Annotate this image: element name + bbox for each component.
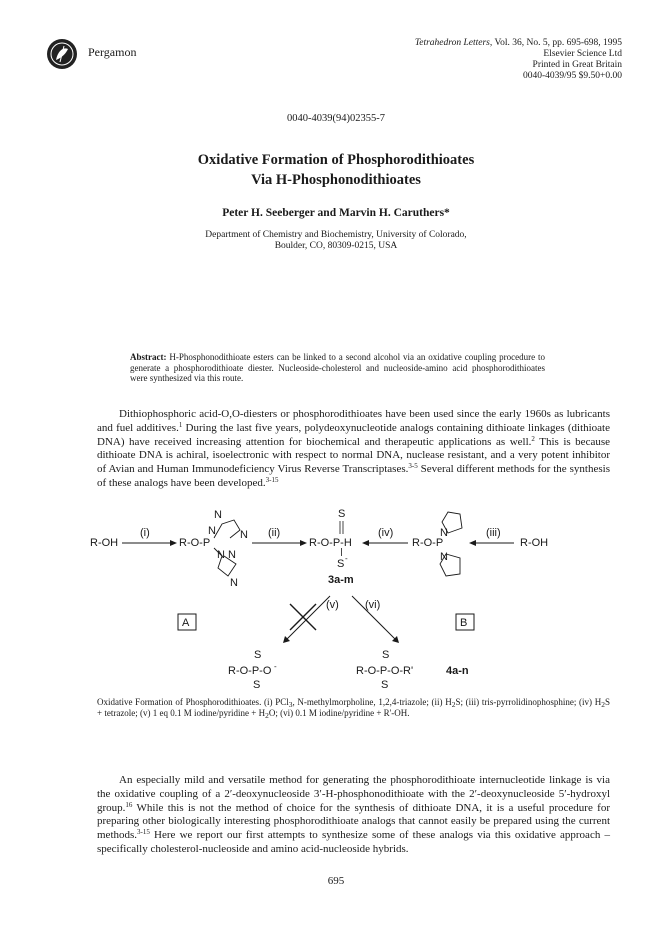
p1-text-a: Dithiophosphoric acid-O,O-diesters or phosphorodithioates have been used since the early 1960s as lubricants and fuel additives. bbox=[97, 408, 610, 434]
triazole-n6: N bbox=[230, 577, 238, 589]
journal-volume: Vol. 36, No. 5, pp. 695-698, 1995 bbox=[492, 38, 622, 48]
arrowhead bbox=[362, 540, 369, 546]
step-v-label: (v) bbox=[326, 599, 339, 611]
article-code: 0040-4039(94)02355-7 bbox=[287, 113, 385, 124]
pyrrolidine-n-lower: N bbox=[440, 551, 448, 563]
body-paragraph-2 bbox=[97, 774, 610, 857]
triazole-upper bbox=[214, 520, 240, 538]
pyrrolidine-n-upper: N bbox=[440, 527, 448, 539]
step-iv-label: (iv) bbox=[378, 527, 394, 539]
abstract-text: H-Phosphonodithioate esters can be linked to a second alcohol via an oxidative coupling procedure to generate a phosphorodithioate diester. Nucleoside-cholesterol and nucleoside-amino acid phosphorodithioates were synthesized via this route. bbox=[130, 352, 545, 383]
reactant-roh: R-OH bbox=[90, 537, 119, 549]
caption-text: O; (vi) 0.1 M iodine/pyridine + R'-OH. bbox=[268, 708, 410, 718]
arrowhead bbox=[469, 540, 476, 546]
caption-text: S + tetrazole; (v) 1 eq 0.1 M iodine/pyridine + H bbox=[97, 697, 610, 718]
triazole-n2: N bbox=[208, 525, 216, 537]
triazole-n3: N bbox=[240, 529, 248, 541]
citation: 3-5 bbox=[408, 462, 418, 471]
p2-text-c: Here we report our first attempts to synthesize some of these analogs via this oxidative approach – specifically cholesterol-nucleoside and amino acid-nucleoside hybrids. bbox=[97, 829, 610, 855]
caption-text: Oxidative Formation of Phosphorodithioates. (i) PCl bbox=[97, 697, 289, 707]
citation: 3-15 bbox=[265, 475, 279, 484]
citation: 1 bbox=[178, 420, 183, 429]
arrowhead bbox=[170, 540, 177, 546]
compound-label-3am: 3a-m bbox=[328, 574, 354, 586]
phosphitylating-intermediate: R-O-P bbox=[179, 537, 211, 549]
publisher-name: Pergamon bbox=[88, 45, 137, 59]
printed-line: Printed in Great Britain bbox=[532, 60, 622, 70]
caption-text: S; (iii) tris-pyrrolidinophosphine; (iv) H bbox=[455, 697, 602, 707]
affiliation bbox=[0, 230, 672, 252]
caption-subscript: 2 bbox=[601, 700, 605, 709]
sulfur-anion-b: S bbox=[381, 679, 389, 688]
citation: 3-15 bbox=[137, 828, 150, 837]
sulfur-anion: S bbox=[337, 558, 345, 570]
reactant-roh-2: R-OH bbox=[520, 537, 549, 549]
citation: 16 bbox=[125, 800, 133, 809]
svg-text:-: - bbox=[345, 554, 348, 563]
phosphoramidite: R-O-P bbox=[412, 537, 444, 549]
sulfur-product-b: S bbox=[382, 649, 390, 661]
sulfur-upper: S bbox=[338, 508, 346, 520]
caption-text: , N-methylmorpholine, 1,2,4-triazole; (ii) H bbox=[292, 697, 452, 707]
triazole-n5: N bbox=[228, 549, 236, 561]
journal-info bbox=[415, 38, 622, 82]
p1-text-c: This is because dithioate DNA is achiral, isoelectronic with respect to normal DNA, nuclease resistant, and a very potent inhibitor of Avian and Human Immunodeficiency Virus Reverse Transcriptases. bbox=[97, 435, 610, 476]
publisher-line: Elsevier Science Ltd bbox=[543, 49, 622, 59]
arrow-step-v bbox=[286, 596, 330, 640]
triazole-n1: N bbox=[214, 509, 222, 521]
p1-text-d: Several different methods for the synthesis of these analogs have been developed. bbox=[97, 463, 610, 489]
p1-text-b: During the last five years, polydeoxynucleotide analogs containing dithioate linkages (dithioate DNA) have received increasing attention for biochemical and therapeutic applications as well. bbox=[97, 421, 610, 448]
price-line: 0040-4039/95 $9.50+0.00 bbox=[522, 71, 622, 81]
scheme-caption bbox=[97, 697, 610, 719]
caption-subscript: 2 bbox=[265, 711, 269, 720]
page-number: 695 bbox=[327, 875, 345, 887]
sulfur-product-a: S bbox=[254, 649, 262, 661]
arrowhead bbox=[300, 540, 307, 546]
label-b: B bbox=[460, 617, 468, 629]
label-a: A bbox=[182, 617, 190, 629]
affiliation-line-1: Department of Chemistry and Biochemistry, University of Colorado, bbox=[205, 230, 467, 240]
affiliation-line-2: Boulder, CO, 80309-0215, USA bbox=[274, 241, 398, 251]
step-iii-label: (iii) bbox=[486, 527, 501, 539]
abstract-label: Abstract: bbox=[130, 352, 167, 362]
caption-subscript: 2 bbox=[451, 700, 456, 709]
step-vi-label: (vi) bbox=[365, 599, 381, 611]
p2-text-b: While this is not the method of choice for the synthesis of dithioate DNA, it is a useful procedure for preparing other biologically interesting phosphorodithioate analogs that cannot easily be prepared using the current methods. bbox=[97, 801, 610, 842]
caption-subscript: 3 bbox=[288, 700, 293, 709]
title-line-2: Via H-Phosphonodithioates bbox=[251, 172, 421, 188]
p2-text-a: An especially mild and versatile method for generating the phosphorodithioate internucleotide linkage is via the oxidative coupling of a 2′-deoxynucleoside 3′-H-phosphonodithioate with the 2′-deoxynucleoside 5′-hydroxyl group. bbox=[97, 774, 610, 814]
paper-title bbox=[0, 150, 672, 190]
abstract bbox=[130, 352, 545, 384]
step-ii-label: (ii) bbox=[268, 527, 281, 539]
product-b: R-O-P-O-R' bbox=[356, 665, 414, 677]
step-i-label: (i) bbox=[140, 527, 150, 539]
triazole-n4: N bbox=[217, 549, 225, 561]
publisher-logo bbox=[46, 38, 78, 70]
authors: Peter H. Seeberger and Marvin H. Caruthers* bbox=[222, 207, 450, 219]
compound-label-4an: 4a-n bbox=[446, 665, 469, 677]
title-line-1: Oxidative Formation of Phosphorodithioates bbox=[197, 152, 475, 168]
product-a: R-O-P-O bbox=[228, 665, 272, 677]
sulfur-anion-a: S bbox=[253, 679, 261, 688]
citation: 2 bbox=[531, 434, 535, 443]
svg-text:-: - bbox=[274, 662, 277, 671]
reaction-scheme bbox=[90, 498, 590, 688]
h-phosphonodithioate: R-O-P-H bbox=[309, 537, 352, 549]
journal-name: Tetrahedron Letters, bbox=[414, 38, 493, 48]
body-paragraph-1 bbox=[97, 408, 610, 491]
